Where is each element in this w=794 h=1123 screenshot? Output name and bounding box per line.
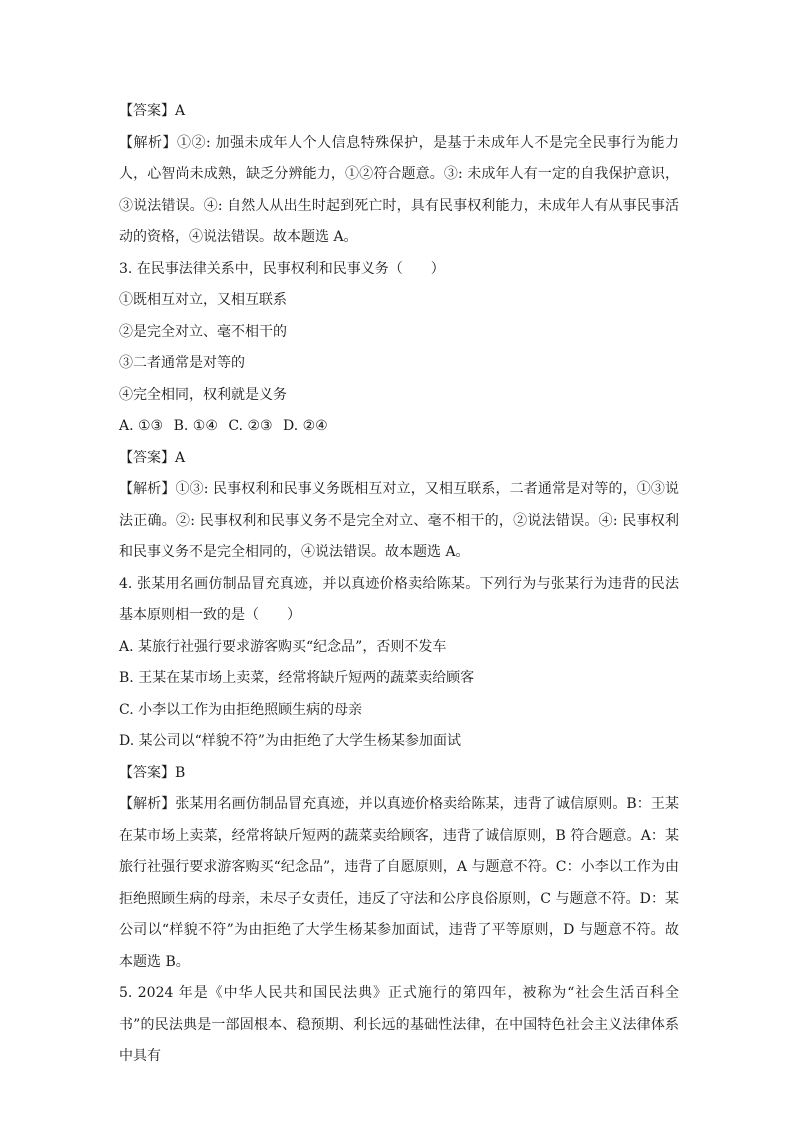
q3-item-1: ①既相互对立，又相互联系 — [119, 292, 287, 308]
q3-stem: 3. 在民事法律关系中，民事权利和民事义务（ ） — [119, 260, 445, 277]
q4-answer: 【答案】B — [119, 764, 186, 781]
q3-options — [119, 411, 679, 443]
q4-option-a: A. 某旅行社强行要求游客购买“纪念品”，否则不发车 — [119, 638, 447, 655]
q3-option-c: C. ②③ — [228, 418, 273, 434]
q3-option-a: A. ①③ — [119, 418, 164, 434]
q3-item-4: ④完全相同，权利就是义务 — [119, 386, 287, 403]
q4-stem: 4. 张某用名画仿制品冒充真迹，并以真迹价格卖给陈某。下列行为与张某行为违背的民法基本原则相一致的是（ ） — [119, 575, 679, 623]
q4-option-b: B. 王某在某市场上卖菜，经常将缺斤短两的蔬菜卖给顾客 — [119, 670, 475, 686]
q3-option-b: B. ①④ — [173, 418, 218, 434]
q3-analysis: 【解析】①③: 民事权利和民事义务既相互对立，又相互联系，二者通常是对等的，①③说法正确。②: 民事权利和民事义务不是完全对立、毫不相干的，②说法错误。④: 民事权利和民事义务不是完全相同的，④说法错误。故本题选 A。 — [119, 481, 679, 560]
q5-stem: 5. 2024 年是《中华人民共和国民法典》正式施行的第四年，被称为“社会生活百科全书”的民法典是一部固根本、稳预期、利长远的基础性法律，在中国特色社会主义法律体系中具有 — [119, 985, 679, 1064]
q4-analysis: 【解析】张某用名画仿制品冒充真迹，并以真迹价格卖给陈某，违背了诚信原则。B：王某在某市场上卖菜，经常将缺斤短两的蔬菜卖给顾客，违背了诚信原则，B 符合题意。A：某旅行社强行要求游客购买“纪念品”，违背了自愿原则，A 与题意不符。C：小李以工作为由拒绝照顾生病的母亲，未尽子女责任，违反了守法和公序良俗原则，C 与题意不符。D：某公司以“样貌不符”为由拒绝了大学生杨某参加面试，违背了平等原则，D 与题意不符。故本题选 B。 — [119, 796, 679, 970]
q3-option-d: D. ②④ — [283, 418, 328, 434]
q3-item-2: ②是完全对立、毫不相干的 — [119, 323, 287, 340]
q4-option-d: D. 某公司以“样貌不符”为由拒绝了大学生杨某参加面试 — [119, 733, 461, 749]
document-page — [119, 96, 679, 1073]
q3-item-3: ③二者通常是对等的 — [119, 355, 245, 371]
q2-answer: 【答案】A — [119, 103, 186, 119]
q3-answer: 【答案】A — [119, 449, 186, 466]
q4-option-c: C. 小李以工作为由拒绝照顾生病的母亲 — [119, 701, 363, 718]
q2-analysis: 【解析】①②: 加强未成年人个人信息特殊保护，是基于未成年人不是完全民事行为能力人，心智尚未成熟，缺乏分辨能力，①②符合题意。③: 未成年人有一定的自我保护意识，③说法错误。④: 自然人从出生时起到死亡时，具有民事权利能力，未成年人有从事民事活动的资格，④说法错误。故本题选 A。 — [119, 134, 679, 245]
